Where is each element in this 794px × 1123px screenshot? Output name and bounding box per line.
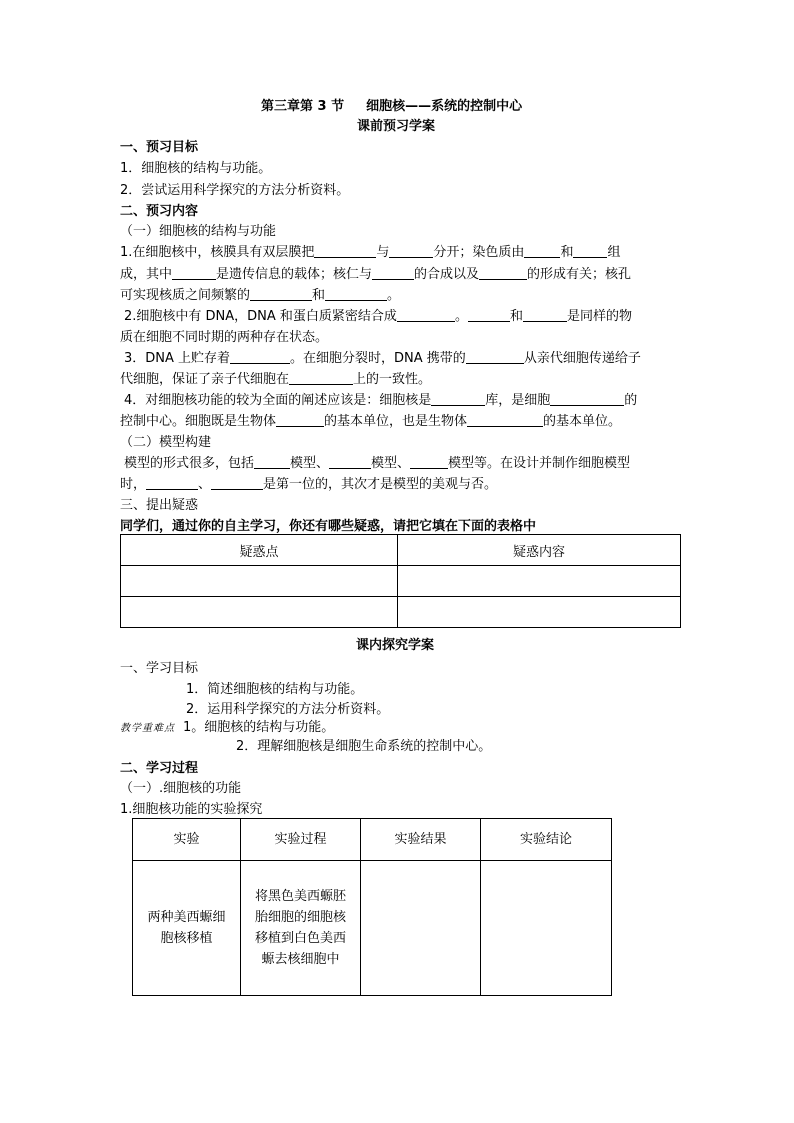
doubt-content-cell[interactable] xyxy=(398,566,681,597)
subheading-model: （二）模型构建 xyxy=(120,435,212,450)
experiment-table xyxy=(132,818,612,996)
fill-blank[interactable] xyxy=(254,455,290,469)
heading-preview-goals: 一、预习目标 xyxy=(120,140,199,155)
experiment-result-cell[interactable] xyxy=(361,861,481,996)
goal-item: 1．细胞核的结构与功能。 xyxy=(120,161,272,176)
fill-blank[interactable] xyxy=(276,413,324,427)
fill-blank[interactable] xyxy=(397,308,455,322)
fill-blank[interactable] xyxy=(172,266,216,280)
heading-doubts: 三、提出疑惑 xyxy=(120,498,199,513)
fill-blank[interactable] xyxy=(550,392,624,406)
fill-blank[interactable] xyxy=(329,455,371,469)
table-header-cell: 实验 xyxy=(133,819,241,861)
fill-blank[interactable] xyxy=(466,350,524,364)
section-heading-inclass: 课内探究学案 xyxy=(356,638,435,653)
fill-blank[interactable] xyxy=(372,266,414,280)
paragraph-4-line-1: 4．对细胞核功能的较为全面的阐述应该是：细胞核是 库，是细胞 的 xyxy=(124,393,638,408)
experiment-process-cell: 将黑色美西螈胚 胎细胞的细胞核 移植到白色美西 螈去核细胞中 xyxy=(241,861,361,996)
doubt-table xyxy=(120,534,681,628)
paragraph-2-line-1: 2.细胞核中有 DNA，DNA 和蛋白质紧密结合成 。 和 是同样的物 xyxy=(124,309,632,324)
table-row xyxy=(121,566,681,597)
fill-blank[interactable] xyxy=(523,308,567,322)
fill-blank[interactable] xyxy=(468,308,510,322)
key-point-item: 2．理解细胞核是细胞生命系统的控制中心。 xyxy=(236,739,492,754)
doubt-point-cell[interactable] xyxy=(121,566,398,597)
fill-blank[interactable] xyxy=(146,476,198,490)
fill-blank[interactable] xyxy=(389,244,433,258)
fill-blank[interactable] xyxy=(230,350,290,364)
paragraph-1-line-2: 成，其中 是遗传信息的载体；核仁与 的合成以及 的形成有关；核孔 xyxy=(120,267,632,282)
paragraph-2-line-2: 质在细胞不同时期的两种存在状态。 xyxy=(120,330,329,345)
table-header-cell: 实验过程 xyxy=(241,819,361,861)
table-header-cell: 实验结论 xyxy=(481,819,612,861)
fill-blank[interactable] xyxy=(410,455,448,469)
paragraph-4-line-2: 控制中心。细胞既是生物体 的基本单位，也是生物体 的基本单位。 xyxy=(120,414,622,429)
paragraph-1-line-3: 可实现核质之间频繁的 和 。 xyxy=(120,288,401,303)
fill-blank[interactable] xyxy=(524,244,560,258)
fill-blank[interactable] xyxy=(431,392,485,406)
paragraph-5-line-2: 时， 、 是第一位的，其次才是模型的美观与否。 xyxy=(120,477,498,492)
document-title xyxy=(261,98,522,116)
paragraph-5-line-1: 模型的形式很多，包括 模型、 模型、 模型等。在设计并制作细胞模型 xyxy=(124,456,631,471)
goal-item: 1．简述细胞核的结构与功能。 xyxy=(186,682,364,697)
table-header-cell: 实验结果 xyxy=(361,819,481,861)
fill-blank[interactable] xyxy=(479,266,527,280)
table-row xyxy=(121,597,681,628)
fill-blank[interactable] xyxy=(314,244,376,258)
fill-blank[interactable] xyxy=(250,287,312,301)
doubt-instruction: 同学们，通过你的自主学习，你还有哪些疑惑，请把它填在下面的表格中 xyxy=(120,519,537,534)
fill-blank[interactable] xyxy=(211,476,263,490)
subheading-structure: （一）细胞核的结构与功能 xyxy=(120,224,277,239)
experiment-name-cell: 两种美西螈细 胞核移植 xyxy=(133,861,241,996)
chapter-label: 第三章第 3 节 xyxy=(261,99,345,114)
heading-learning-goals: 一、学习目标 xyxy=(120,661,199,676)
table-header-cell: 疑惑点 xyxy=(121,535,398,566)
goal-item: 2．尝试运用科学探究的方法分析资料。 xyxy=(120,183,350,198)
doubt-point-cell[interactable] xyxy=(121,597,398,628)
paragraph-3-line-2: 代细胞，保证了亲子代细胞在 上的一致性。 xyxy=(120,372,432,387)
paragraph-3-line-1: 3．DNA 上贮存着 。在细胞分裂时，DNA 携带的 从亲代细胞传递给子 xyxy=(124,351,641,366)
subheading-nucleus-function: （一）.细胞核的功能 xyxy=(120,781,242,796)
experiment-conclusion-cell[interactable] xyxy=(481,861,612,996)
fill-blank[interactable] xyxy=(467,413,543,427)
fill-blank[interactable] xyxy=(289,371,353,385)
table-row xyxy=(133,861,612,996)
doubt-content-cell[interactable] xyxy=(398,597,681,628)
key-points-line: 教学重难点 1。细胞核的结构与功能。 xyxy=(120,720,335,735)
heading-preview-content: 二、预习内容 xyxy=(120,204,199,219)
subheading-experiment: 1.细胞核功能的实验探究 xyxy=(120,802,263,817)
fill-blank[interactable] xyxy=(573,244,607,258)
goal-item: 2．运用科学探究的方法分析资料。 xyxy=(186,702,390,717)
key-points-label: 教学重难点 xyxy=(120,723,175,734)
paragraph-1-line-1: 1.在细胞核中，核膜具有双层膜把 与 分开；染色质由 和 组 xyxy=(120,245,621,260)
section-subtitle: 课前预习学案 xyxy=(357,119,436,134)
section-name: 细胞核——系统的控制中心 xyxy=(366,99,523,114)
table-header-cell: 疑惑内容 xyxy=(398,535,681,566)
heading-learning-process: 二、学习过程 xyxy=(120,761,199,776)
fill-blank[interactable] xyxy=(325,287,387,301)
